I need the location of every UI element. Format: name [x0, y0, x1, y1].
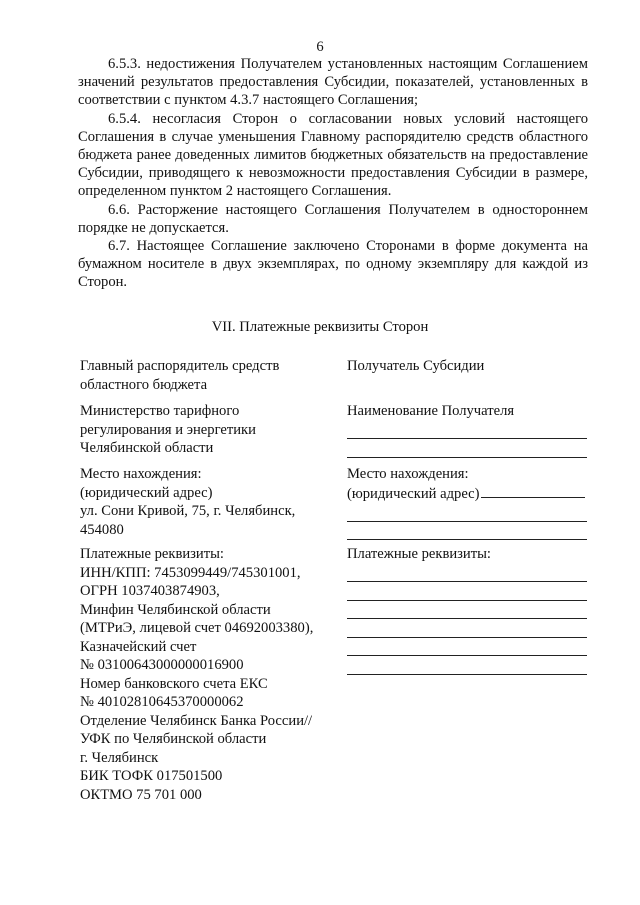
text-line: ОГРН 1037403874903,: [80, 583, 220, 599]
payment-blank-line: [347, 638, 587, 657]
page-number: 6: [316, 39, 324, 55]
payment-blank-line: [347, 656, 587, 675]
text-line: ул. Сони Кривой, 75, г. Челябинск,: [80, 503, 296, 519]
right-org-name: [347, 402, 587, 458]
clause-6-5-4: 6.5.4. несогласия Сторон о согласовании новых условий настоящего Соглашения в случае уменьшения Главному распорядителю средств областного бюджета ранее доведенных лимитов бюджетных обязательств на предоставление Субсидии, приводящего к невозможности предоставления Субсидии в размере, определенном пунктом 2 настоящего Соглашения.: [78, 110, 588, 200]
payment-blank-line: [347, 601, 587, 620]
text-line: (МТРиЭ, лицевой счет 04692003380),: [80, 620, 314, 636]
text-line: Платежные реквизиты:: [347, 546, 491, 562]
text-line: Челябинской области: [80, 440, 214, 456]
left-payment-details: [80, 545, 313, 804]
agreement-text: [78, 55, 588, 292]
text-line: БИК ТОФК 017501500: [80, 768, 223, 784]
clause-6-6: 6.6. Расторжение настоящего Соглашения Получателем в одностороннем порядке не допускается.: [78, 201, 588, 236]
text-line: регулирования и энергетики: [80, 421, 256, 438]
left-header: [80, 357, 279, 394]
text-line: 454080: [80, 521, 124, 538]
text-line: г. Челябинск: [80, 749, 159, 766]
payment-blank-line: [347, 619, 587, 638]
text-line: Казначейский счет: [80, 638, 197, 655]
text-line: Место нахождения:: [80, 466, 202, 482]
text-line: ОКТМО 75 701 000: [80, 786, 202, 803]
text-line: Минфин Челябинской области: [80, 601, 271, 618]
text-line: (юридический адрес): [80, 484, 213, 501]
recipient-name-blank-line: [347, 421, 587, 440]
text-line: УФК по Челябинской области: [80, 731, 267, 747]
text-line: Наименование Получателя: [347, 403, 515, 419]
text-line: [347, 484, 587, 504]
text-line: № 03100643000000016900: [80, 657, 244, 673]
text-line: Номер банковского счета ЕКС: [80, 675, 268, 692]
left-org-name: [80, 402, 256, 458]
text-line: Платежные реквизиты:: [80, 546, 224, 562]
clause-6-7: 6.7. Настоящее Соглашение заключено Сторонами в форме документа на бумажном носителе в двух экземплярах, по одному экземпляру для каждой из Сторон.: [78, 238, 588, 291]
text-line: Получатель Субсидии: [347, 358, 485, 374]
address-blank-line: [481, 484, 585, 498]
payment-blank-line: [347, 564, 587, 583]
address-blank-line: [347, 503, 587, 522]
right-header: [347, 357, 587, 376]
legal-address-label: (юридический адрес): [347, 485, 480, 502]
text-line: Министерство тарифного: [80, 403, 240, 419]
section-title: VII. Платежные реквизиты Сторон: [211, 319, 429, 335]
left-location: [80, 465, 295, 539]
text-line: Место нахождения:: [347, 466, 469, 482]
text-line: ИНН/КПП: 7453099449/745301001,: [80, 564, 301, 581]
text-line: Отделение Челябинск Банка России//: [80, 712, 313, 729]
text-line: областного бюджета: [80, 376, 208, 393]
address-blank-line: [347, 522, 587, 541]
right-location: [347, 465, 587, 540]
recipient-name-blank-line: [347, 439, 587, 458]
text-line: № 40102810645370000062: [80, 694, 244, 710]
clause-6-5-3: 6.5.3. недостижения Получателем установленных настоящим Соглашением значений результатов предоставления Субсидии, показателей, установленных в соответствии с пунктом 4.3.7 настоящего Соглашения;: [78, 56, 588, 109]
right-payment-details: [347, 545, 587, 675]
payment-blank-line: [347, 582, 587, 601]
text-line: Главный распорядитель средств: [80, 358, 280, 374]
